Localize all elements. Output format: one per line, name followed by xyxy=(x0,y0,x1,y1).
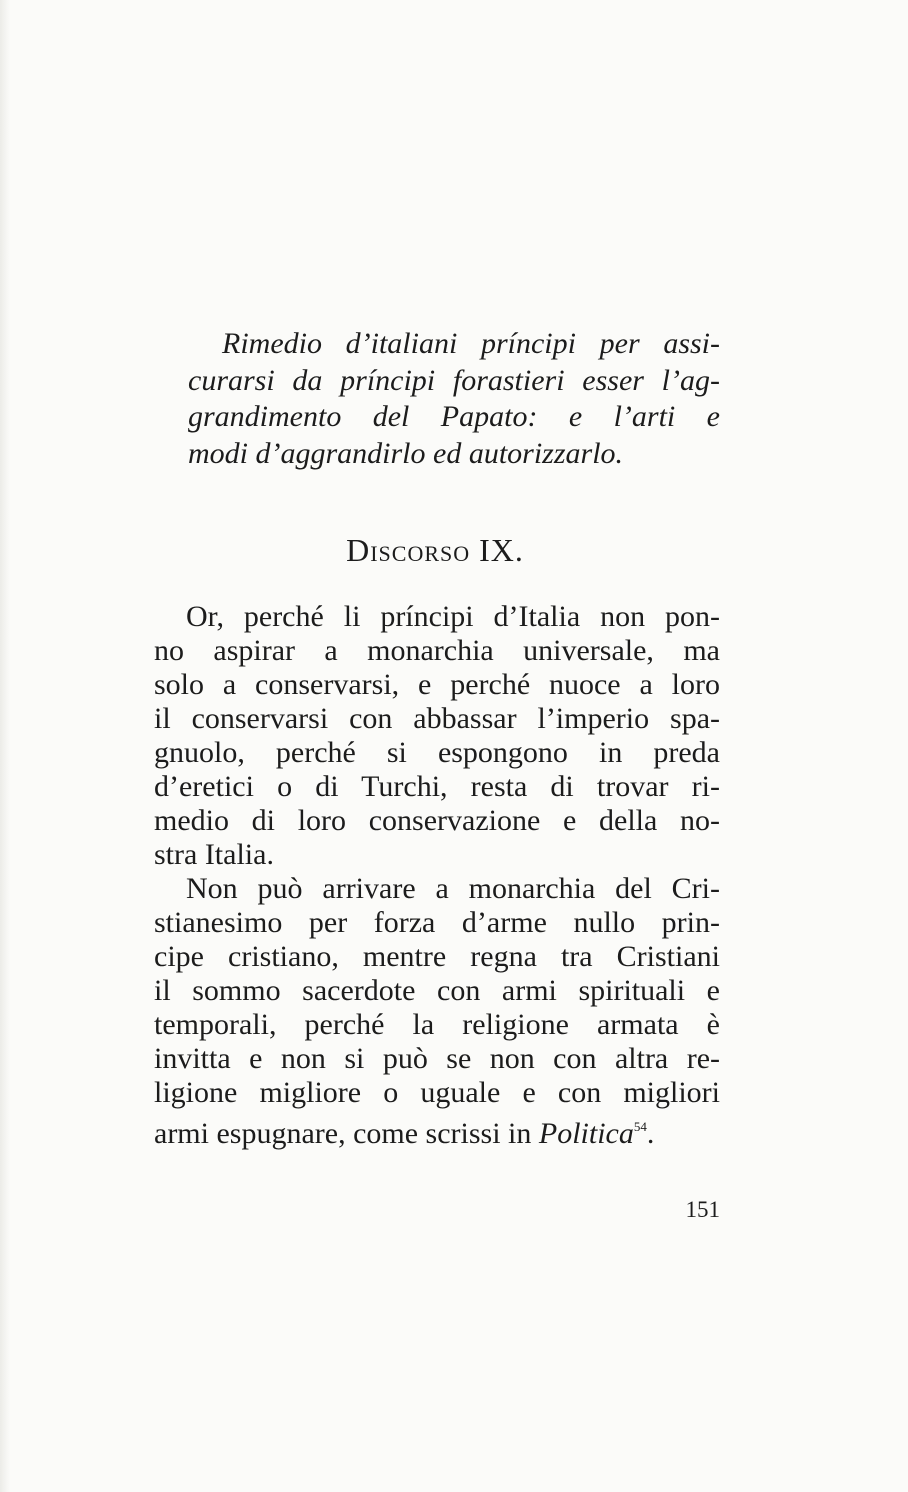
paragraph-line: d’eretici o di Turchi, resta di trovar ri- xyxy=(154,770,720,803)
paragraph-line: stra Italia. xyxy=(154,838,274,871)
paragraph-line: il conservarsi con abbassar l’imperio spa- xyxy=(154,702,720,735)
body-text xyxy=(154,600,720,1150)
paragraph-line: ligione migliore o uguale e con migliori xyxy=(154,1076,720,1109)
argument-line: modi d’aggrandirlo ed autorizzarlo. xyxy=(188,436,624,470)
page-number: 151 xyxy=(685,1197,720,1222)
argument-line: curarsi da príncipi forastieri esser l’ag- xyxy=(188,363,720,397)
paragraph-line: gnuolo, perché si espongono in preda xyxy=(154,736,720,769)
last-line-end: . xyxy=(646,1117,655,1150)
chapter-argument xyxy=(188,326,720,472)
paragraph-line: Or, perché li príncipi d’Italia non pon- xyxy=(186,600,720,633)
paragraph-line: invitta e non si può se non con altra re- xyxy=(154,1042,720,1075)
argument-line: grandimento del Papato: e l’arti e xyxy=(188,400,720,433)
footnote-reference: 54 xyxy=(633,1119,647,1134)
paragraph-1 xyxy=(154,600,720,872)
paragraph-line: temporali, perché la religione armata è xyxy=(154,1008,720,1041)
argument-line: Rimedio d’italiani príncipi per assi- xyxy=(222,327,720,360)
paragraph-last-line xyxy=(154,1110,720,1150)
paragraph-line: stianesimo per forza d’arme nullo prin- xyxy=(154,906,720,939)
work-title: Politica xyxy=(538,1117,634,1150)
paragraph-line: cipe cristiano, mentre regna tra Cristiani xyxy=(154,940,720,973)
paragraph-2 xyxy=(154,872,720,1150)
paragraph-line: solo a conservarsi, e perché nuoce a loro xyxy=(154,668,720,701)
chapter-heading: Discorso IX. xyxy=(346,532,524,568)
last-line-text: armi espugnare, come scrissi in xyxy=(154,1117,539,1150)
page-edge xyxy=(0,0,10,1492)
paragraph-line: il sommo sacerdote con armi spirituali e xyxy=(154,974,720,1007)
paragraph-line: no aspirar a monarchia universale, ma xyxy=(154,634,720,667)
paragraph-line: Non può arrivare a monarchia del Cri- xyxy=(186,872,720,905)
paragraph-line: medio di loro conservazione e della no- xyxy=(154,804,720,837)
